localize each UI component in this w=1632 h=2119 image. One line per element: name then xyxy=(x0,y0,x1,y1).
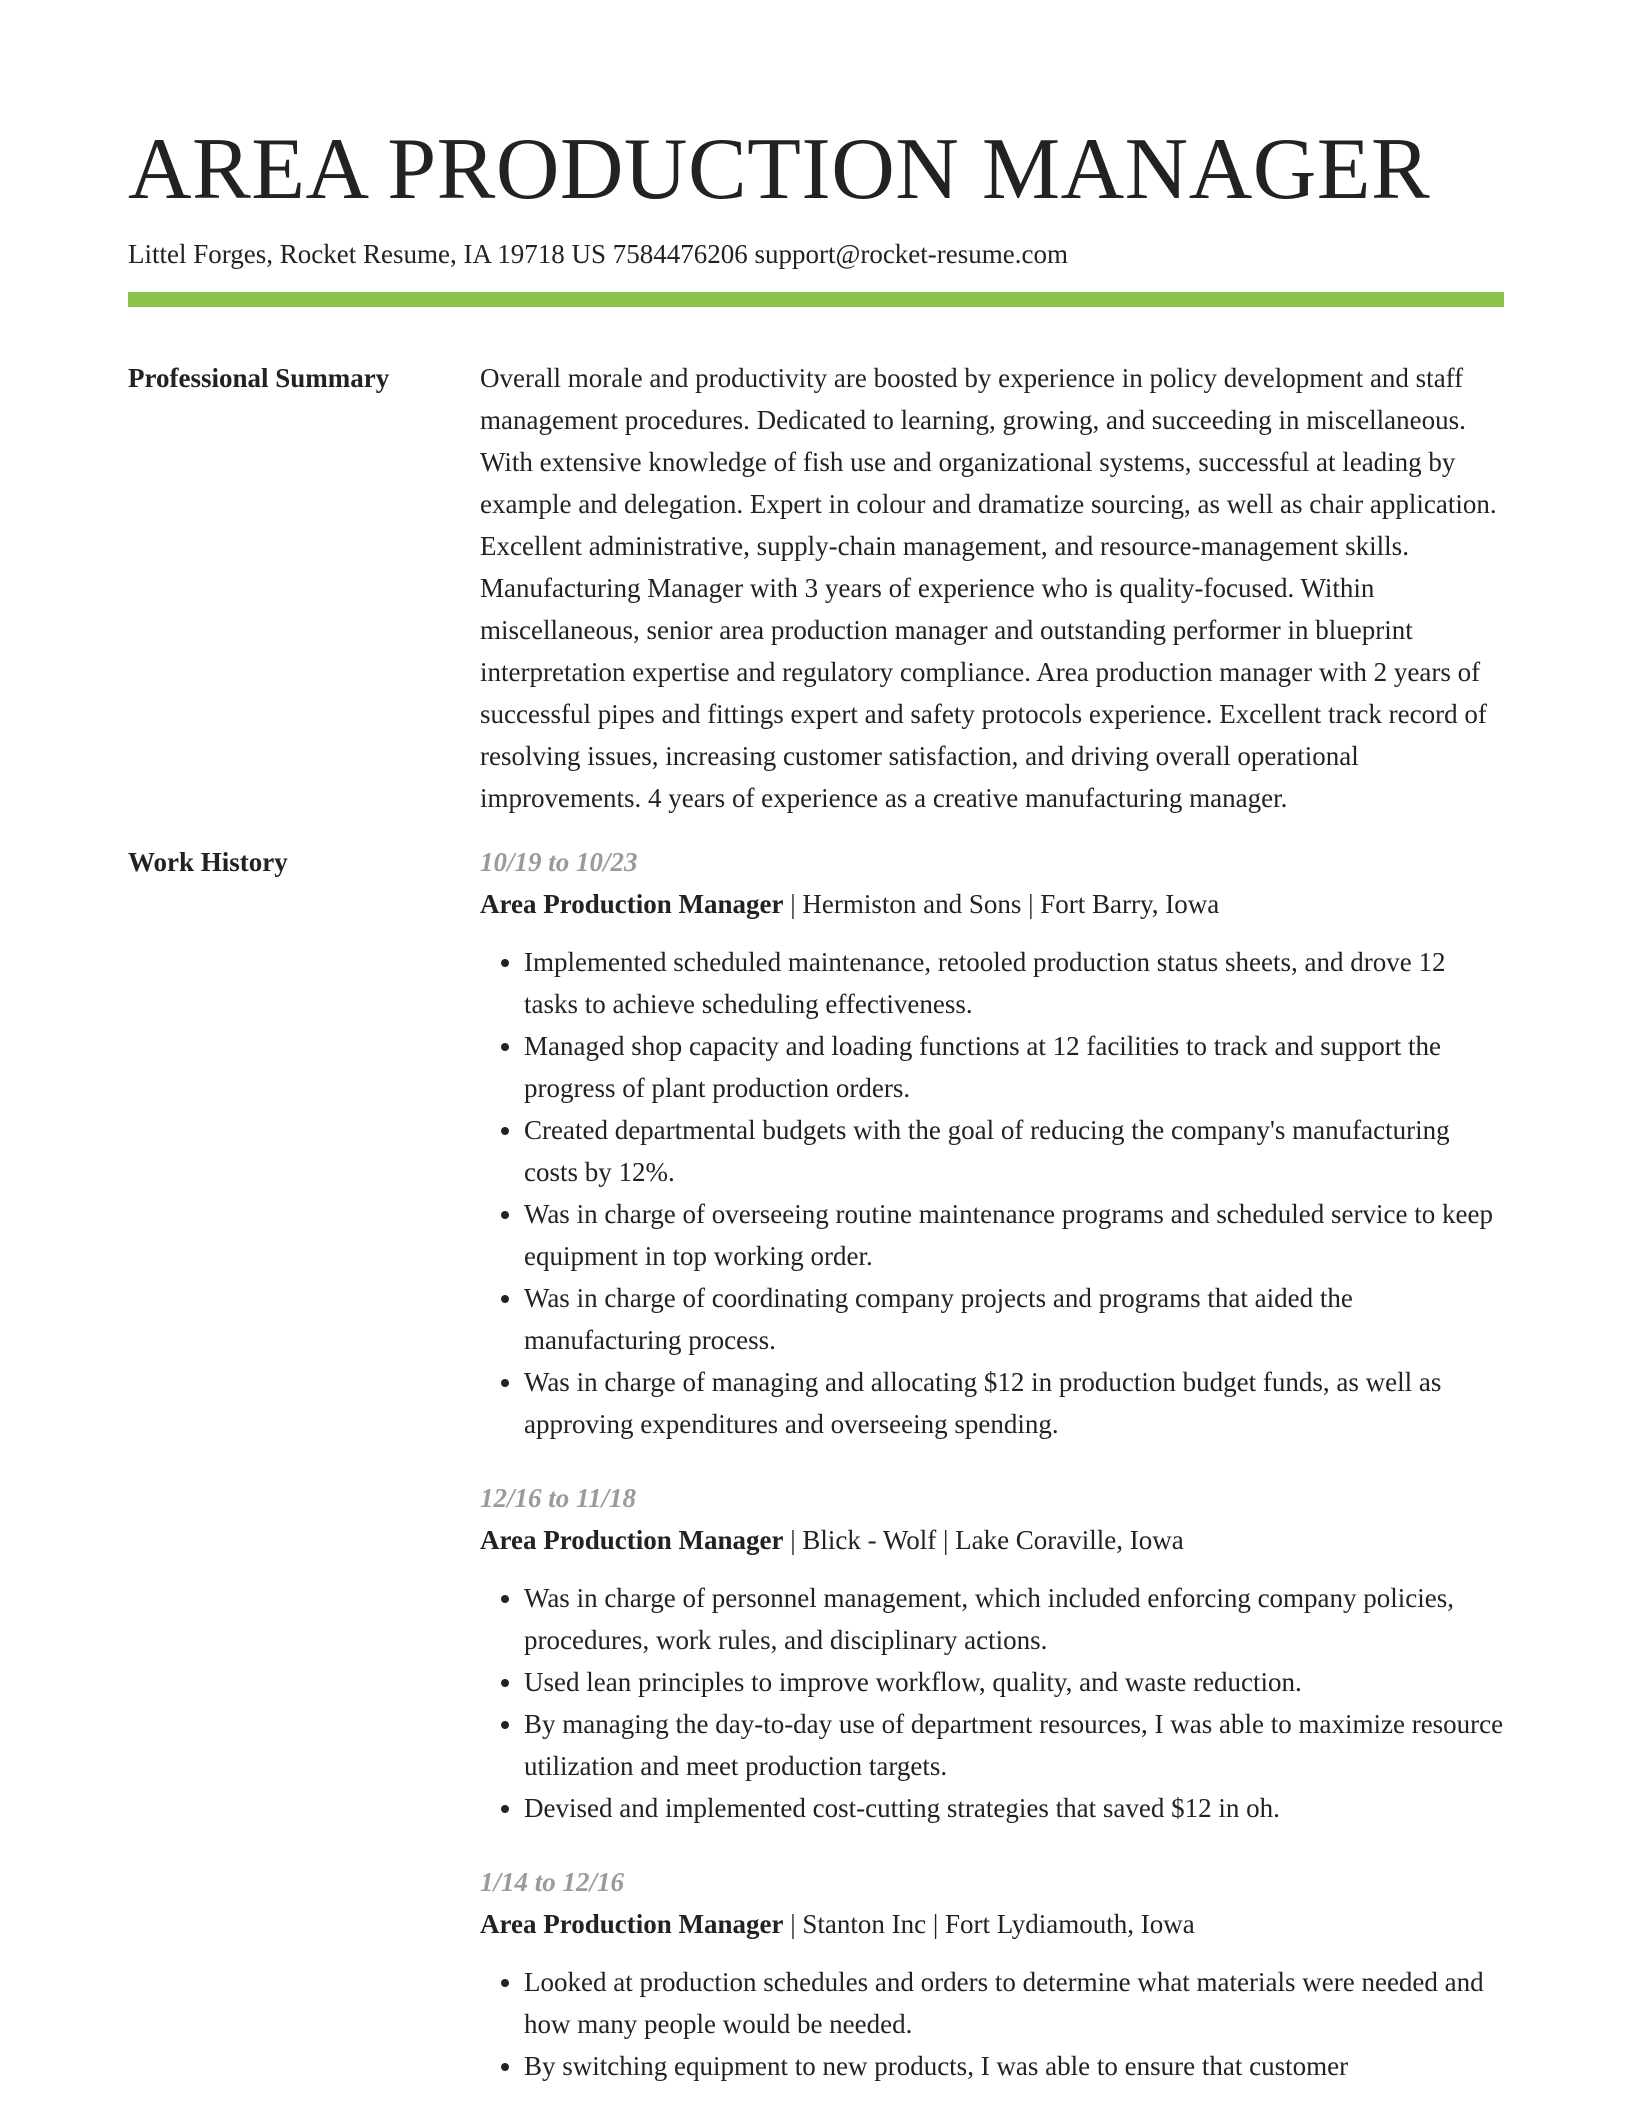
job-role: Area Production Manager xyxy=(480,1909,784,1939)
list-item: • Was in charge of personnel management, which included enforcing company policies, procedures, work rules, and disciplinary actions. xyxy=(524,1577,1504,1661)
job-bullets xyxy=(480,941,1504,1445)
job-bullets xyxy=(480,1961,1504,2087)
list-item: • Managed shop capacity and loading functions at 12 facilities to track and support the progress of plant production orders. xyxy=(524,1025,1504,1109)
list-item: • By switching equipment to new products, I was able to ensure that customer xyxy=(524,2045,1504,2087)
resume-title: AREA PRODUCTION MANAGER xyxy=(128,121,1431,218)
job-heading xyxy=(480,1519,1504,1561)
list-item: • Was in charge of overseeing routine maintenance programs and scheduled service to keep equipment in top working order. xyxy=(524,1193,1504,1277)
summary-text: Overall morale and productivity are boosted by experience in policy development and staff management procedures. Dedicated to learning, growing, and succeeding in miscellaneous. With extensive knowledge of fish use and organizational systems, successful at leading by example and delegation. Expert in colour and dramatize sourcing, as well as chair application. Excellent administrative, supply-chain management, and resource-management skills. Manufacturing Manager with 3 years of experience who is quality-focused. Within miscellaneous, senior area production manager and outstanding performer in blueprint interpretation expertise and regulatory compliance. Area production manager with 2 years of successful pipes and fittings expert and safety protocols experience. Excellent track record of resolving issues, increasing customer satisfaction, and driving overall operational improvements. 4 years of experience as a creative manufacturing manager. xyxy=(480,363,1497,813)
job-role: Area Production Manager xyxy=(480,1525,784,1555)
resume-page xyxy=(128,0,1504,2119)
header-divider xyxy=(128,292,1504,307)
list-item: • Implemented scheduled maintenance, retooled production status sheets, and drove 12 tasks to achieve scheduling effectiveness. xyxy=(524,941,1504,1025)
list-item: • Used lean principles to improve workflow, quality, and waste reduction. xyxy=(524,1661,1504,1703)
job-details: | Stanton Inc | Fort Lydiamouth, Iowa xyxy=(783,1909,1195,1939)
list-item: • Was in charge of coordinating company projects and programs that aided the manufacturing process. xyxy=(524,1277,1504,1361)
list-item: • By managing the day-to-day use of department resources, I was able to maximize resource utilization and meet production targets. xyxy=(524,1703,1504,1787)
section-label: Work History xyxy=(128,847,288,877)
job-entry xyxy=(480,1477,1504,1829)
job-role: Area Production Manager xyxy=(480,889,784,919)
list-item: • Devised and implemented cost-cutting strategies that saved $12 in oh. xyxy=(524,1787,1504,1829)
job-details: | Hermiston and Sons | Fort Barry, Iowa xyxy=(783,889,1220,919)
job-dates: 12/16 to 11/18 xyxy=(480,1483,637,1513)
job-entry xyxy=(480,1861,1504,2087)
professional-summary-section xyxy=(128,357,1504,819)
job-entry xyxy=(480,841,1504,1445)
job-heading xyxy=(480,1903,1504,1945)
list-item: • Looked at production schedules and orders to determine what materials were needed and how many people would be needed. xyxy=(524,1961,1504,2045)
section-label: Professional Summary xyxy=(128,363,390,393)
contact-info: Littel Forges, Rocket Resume, IA 19718 US 7584476206 support@rocket-resume.com xyxy=(128,239,1068,269)
job-dates: 10/19 to 10/23 xyxy=(480,847,638,877)
job-heading xyxy=(480,883,1504,925)
list-item: • Created departmental budgets with the goal of reducing the company's manufacturing costs by 12%. xyxy=(524,1109,1504,1193)
work-history-section xyxy=(128,841,1504,2119)
jobs-list xyxy=(480,841,1504,2119)
job-bullets xyxy=(480,1577,1504,1829)
list-item: • Was in charge of managing and allocating $12 in production budget funds, as well as approving expenditures and overseeing spending. xyxy=(524,1361,1504,1445)
job-details: | Blick - Wolf | Lake Coraville, Iowa xyxy=(783,1525,1184,1555)
job-dates: 1/14 to 12/16 xyxy=(480,1867,625,1897)
